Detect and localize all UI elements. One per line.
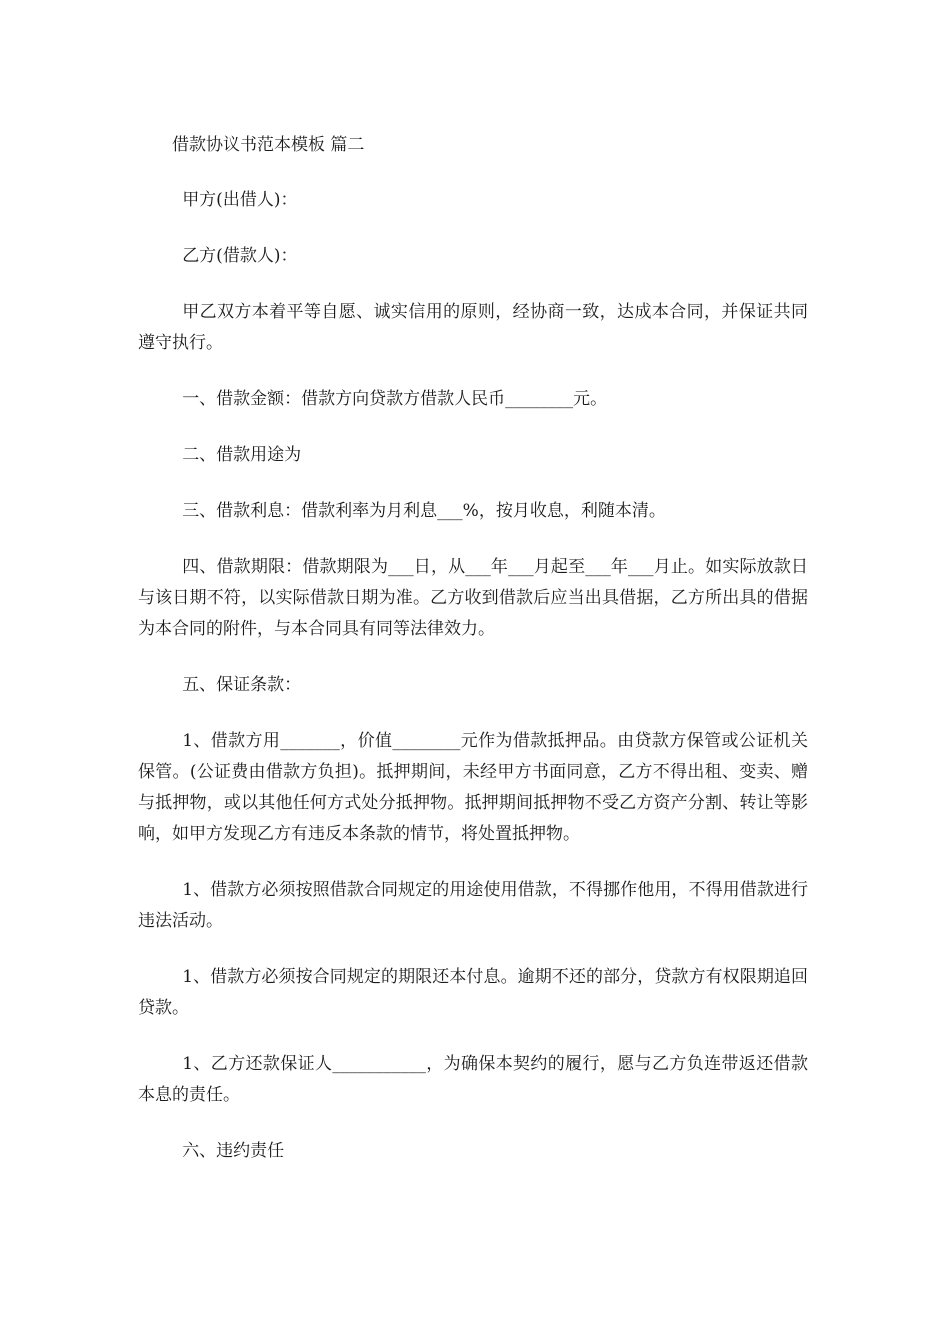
clause-liability-heading: 六、违约责任 (182, 1141, 285, 1161)
document-title: 借款协议书范本模板 篇二 (172, 135, 365, 155)
clause-loan-interest: 三、借款利息：借款利率为月利息___%，按月收息，利随本清。 (182, 501, 666, 521)
guarantee-item-collateral: 1、借款方用_______，价值________元作为借款抵押品。由贷款方保管或公证机关保管。(公证费由借款方负担)。抵押期间，未经甲方书面同意，乙方不得出租、变卖、赠与抵押物，或以其他任何方式处分抵押物。抵押期间抵押物不受乙方资产分割、转让等影响，如甲方发现乙方有违反本条款的情节，将处置抵押物。 (138, 731, 808, 844)
document-body (138, 130, 808, 1167)
party-b-line: 乙方(借款人)： (182, 246, 298, 266)
guarantee-item-repayment: 1、借款方必须按合同规定的期限还本付息。逾期不还的部分，贷款方有权限期追回贷款。 (138, 967, 808, 1018)
clause-loan-amount: 一、借款金额：借款方向贷款方借款人民币________元。 (182, 389, 608, 409)
clause-loan-purpose: 二、借款用途为 (182, 445, 302, 465)
clause-guarantee-heading: 五、保证条款： (182, 675, 302, 695)
preamble-paragraph: 甲乙双方本着平等自愿、诚实信用的原则，经协商一致，达成本合同，并保证共同遵守执行。 (138, 302, 808, 353)
guarantee-item-usage: 1、借款方必须按照借款合同规定的用途使用借款，不得挪作他用，不得用借款进行违法活动。 (138, 880, 808, 931)
party-a-line: 甲方(出借人)： (182, 190, 298, 210)
guarantee-item-guarantor: 1、乙方还款保证人___________，为确保本契约的履行，愿与乙方负连带返还借款本息的责任。 (138, 1054, 808, 1105)
clause-loan-term: 四、借款期限：借款期限为___日，从___年___月起至___年___月止。如实际放款日与该日期不符，以实际借款日期为准。乙方收到借款后应当出具借据，乙方所出具的借据为本合同的附件，与本合同具有同等法律效力。 (138, 557, 808, 639)
